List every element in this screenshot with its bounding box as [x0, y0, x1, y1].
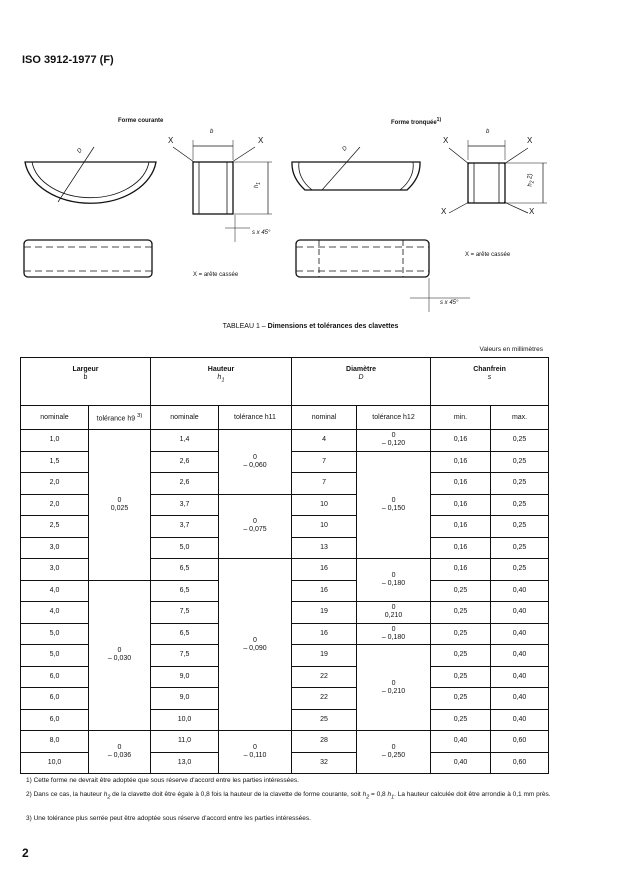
cell-b-nominale: 10,0: [21, 752, 89, 774]
cell-d-nominal: 4: [292, 430, 357, 452]
cell-b-nominale: 2,0: [21, 473, 89, 495]
label-b-right: b: [486, 129, 490, 135]
group-chanfrein: Chanfrein s: [431, 358, 549, 406]
table-row: [21, 731, 549, 753]
cell-s-max: 0,25: [491, 516, 549, 538]
cell-h-tolerance: 0 – 0,110: [219, 731, 292, 774]
subhead-b-nom: nominale: [21, 406, 89, 430]
label-d-left: D: [76, 147, 84, 155]
cell-s-min: 0,16: [431, 516, 491, 538]
cell-d-nominal: 7: [292, 473, 357, 495]
cell-s-min: 0,16: [431, 537, 491, 559]
label-h2: $h_2$ 2): [527, 173, 536, 187]
keys-drawing: [0, 0, 621, 320]
cell-s-max: 0,40: [491, 666, 549, 688]
document-header: ISO 3912-1977 (F): [22, 54, 114, 66]
cell-b-nominale: 3,0: [21, 559, 89, 581]
cell-s-max: 0,25: [491, 537, 549, 559]
cell-s-min: 0,40: [431, 731, 491, 753]
subhead-h-tol: tolérance h11: [219, 406, 292, 430]
cell-s-min: 0,25: [431, 709, 491, 731]
label-d-right: D: [341, 145, 349, 153]
subhead-d-tol: tolérance h12: [357, 406, 431, 430]
cell-d-tolerance: 0 – 0,150: [357, 451, 431, 559]
page-number: 2: [22, 846, 29, 860]
table-title: TABLEAU 1 – Dimensions et tolérances des clavettes: [222, 323, 399, 330]
cell-h-nominale: 6,5: [151, 559, 219, 581]
cell-d-nominal: 16: [292, 623, 357, 645]
cell-b-nominale: 6,0: [21, 709, 89, 731]
group-hauteur: Hauteur $h_1$: [151, 358, 292, 406]
cell-s-max: 0,25: [491, 494, 549, 516]
cell-h-tolerance: 0 – 0,090: [219, 559, 292, 731]
cell-d-tolerance: 0 – 0,180: [357, 559, 431, 602]
subhead-d-nom: nominal: [292, 406, 357, 430]
cell-h-tolerance: 0 – 0,075: [219, 494, 292, 559]
subhead-s-max: max.: [491, 406, 549, 430]
cell-d-nominal: 10: [292, 494, 357, 516]
label-h1: $h_1$: [253, 182, 263, 189]
cell-d-nominal: 7: [292, 451, 357, 473]
cell-h-nominale: 6,5: [151, 623, 219, 645]
legend-right: X = arête cassée: [465, 252, 511, 258]
cell-d-nominal: 32: [292, 752, 357, 774]
key-top-tronquee: [296, 240, 429, 277]
cell-h-nominale: 11,0: [151, 731, 219, 753]
cell-d-nominal: 22: [292, 688, 357, 710]
cell-h-nominale: 1,4: [151, 430, 219, 452]
key-top-courante: [24, 240, 152, 277]
cell-d-nominal: 13: [292, 537, 357, 559]
cell-b-nominale: 6,0: [21, 666, 89, 688]
label-x-right-4: X: [529, 207, 535, 216]
cell-d-nominal: 28: [292, 731, 357, 753]
group-largeur: Largeur b: [21, 358, 151, 406]
cell-s-min: 0,25: [431, 688, 491, 710]
cell-b-nominale: 3,0: [21, 537, 89, 559]
table-units: Valeurs en millimètres: [479, 346, 543, 353]
cell-b-nominale: 2,0: [21, 494, 89, 516]
cell-b-nominale: 6,0: [21, 688, 89, 710]
cell-d-nominal: 19: [292, 645, 357, 667]
key-side-tronquee: [468, 163, 505, 203]
cell-s-min: 0,25: [431, 645, 491, 667]
cell-b-nominale: 4,0: [21, 602, 89, 624]
cell-d-nominal: 16: [292, 559, 357, 581]
cell-s-min: 0,16: [431, 473, 491, 495]
cell-b-nominale: 1,5: [21, 451, 89, 473]
cell-s-min: 0,40: [431, 752, 491, 774]
label-x-right-3: X: [441, 207, 447, 216]
cell-s-max: 0,40: [491, 688, 549, 710]
cell-s-min: 0,25: [431, 623, 491, 645]
cell-d-nominal: 22: [292, 666, 357, 688]
label-forme-courante: Forme courante: [118, 118, 164, 124]
cell-d-tolerance: 0 – 0,250: [357, 731, 431, 774]
label-x-right-2: X: [527, 136, 533, 145]
group-diametre: Diamètre D: [292, 358, 431, 406]
footnote-separator: [20, 773, 120, 774]
cell-s-min: 0,25: [431, 580, 491, 602]
subhead-h-nom: nominale: [151, 406, 219, 430]
cell-h-nominale: 10,0: [151, 709, 219, 731]
cell-b-nominale: 1,0: [21, 430, 89, 452]
cell-h-nominale: 9,0: [151, 688, 219, 710]
key-profile-tronquee: [292, 162, 420, 190]
subhead-b-tol: tolérance h9 $^{3)}$: [89, 406, 151, 430]
cell-s-max: 0,40: [491, 645, 549, 667]
cell-h-tolerance: 0 – 0,060: [219, 430, 292, 495]
footnote-1: 1) Cette forme ne devrait être adoptée que sous réserve d'accord entre les parties intéressées.: [26, 777, 299, 784]
cell-s-max: 0,40: [491, 709, 549, 731]
cell-b-nominale: 2,5: [21, 516, 89, 538]
label-forme-tronquee: Forme tronquée$^{1)}$: [391, 117, 442, 126]
cell-s-max: 0,40: [491, 580, 549, 602]
cell-b-nominale: 5,0: [21, 623, 89, 645]
footnote-2: 2) Dans ce cas, la hauteur $h_2$ de la clavette doit être égale à 0,8 fois la hauteur de la clavette de forme courante, soit $h_2 = 0,8$ $h_1$. La hauteur calculée doit être arrondie à 0,1 mm près.: [26, 791, 551, 801]
label-x-left-2: X: [258, 136, 264, 145]
cell-s-min: 0,25: [431, 602, 491, 624]
label-x-left-1: X: [168, 136, 174, 145]
cell-s-max: 0,40: [491, 623, 549, 645]
cell-h-nominale: 7,5: [151, 602, 219, 624]
footnote-3: 3) Une tolérance plus serrée peut être adoptée sous réserve d'accord entre les parties intéressées.: [26, 815, 311, 822]
cell-s-max: 0,60: [491, 731, 549, 753]
cell-s-max: 0,60: [491, 752, 549, 774]
cell-h-nominale: 6,5: [151, 580, 219, 602]
cell-h-nominale: 3,7: [151, 494, 219, 516]
cell-b-tolerance: 0 0,025: [89, 430, 151, 581]
cell-h-nominale: 2,6: [151, 473, 219, 495]
cell-d-nominal: 19: [292, 602, 357, 624]
cell-b-tolerance: 0 – 0,030: [89, 580, 151, 731]
cell-s-max: 0,25: [491, 559, 549, 581]
cell-b-nominale: 8,0: [21, 731, 89, 753]
cell-d-nominal: 25: [292, 709, 357, 731]
cell-d-tolerance: 0 – 0,120: [357, 430, 431, 452]
cell-s-max: 0,40: [491, 602, 549, 624]
cell-s-max: 0,25: [491, 473, 549, 495]
cell-h-nominale: 13,0: [151, 752, 219, 774]
cell-h-nominale: 3,7: [151, 516, 219, 538]
cell-s-min: 0,16: [431, 559, 491, 581]
dimensions-table: [20, 357, 549, 774]
legend-left: X = arête cassée: [193, 272, 239, 278]
cell-s-min: 0,16: [431, 430, 491, 452]
label-x-right-1: X: [443, 136, 449, 145]
cell-h-nominale: 7,5: [151, 645, 219, 667]
cell-d-tolerance: 0 – 0,210: [357, 645, 431, 731]
cell-s-max: 0,25: [491, 430, 549, 452]
cell-s-min: 0,25: [431, 666, 491, 688]
label-chamfer-left: s x 45°: [252, 230, 271, 236]
subhead-s-min: min.: [431, 406, 491, 430]
cell-b-nominale: 4,0: [21, 580, 89, 602]
cell-s-min: 0,16: [431, 451, 491, 473]
table-row: [21, 430, 549, 452]
cell-d-nominal: 16: [292, 580, 357, 602]
cell-b-nominale: 5,0: [21, 645, 89, 667]
cell-d-nominal: 10: [292, 516, 357, 538]
cell-h-nominale: 2,6: [151, 451, 219, 473]
cell-h-nominale: 9,0: [151, 666, 219, 688]
label-chamfer-right: s x 45°: [440, 300, 459, 306]
cell-b-tolerance: 0 – 0,036: [89, 731, 151, 774]
cell-d-tolerance: 0 0,210: [357, 602, 431, 624]
cell-d-tolerance: 0 – 0,180: [357, 623, 431, 645]
cell-s-min: 0,16: [431, 494, 491, 516]
cell-s-max: 0,25: [491, 451, 549, 473]
cell-h-nominale: 5,0: [151, 537, 219, 559]
label-b-left: b: [210, 129, 214, 135]
